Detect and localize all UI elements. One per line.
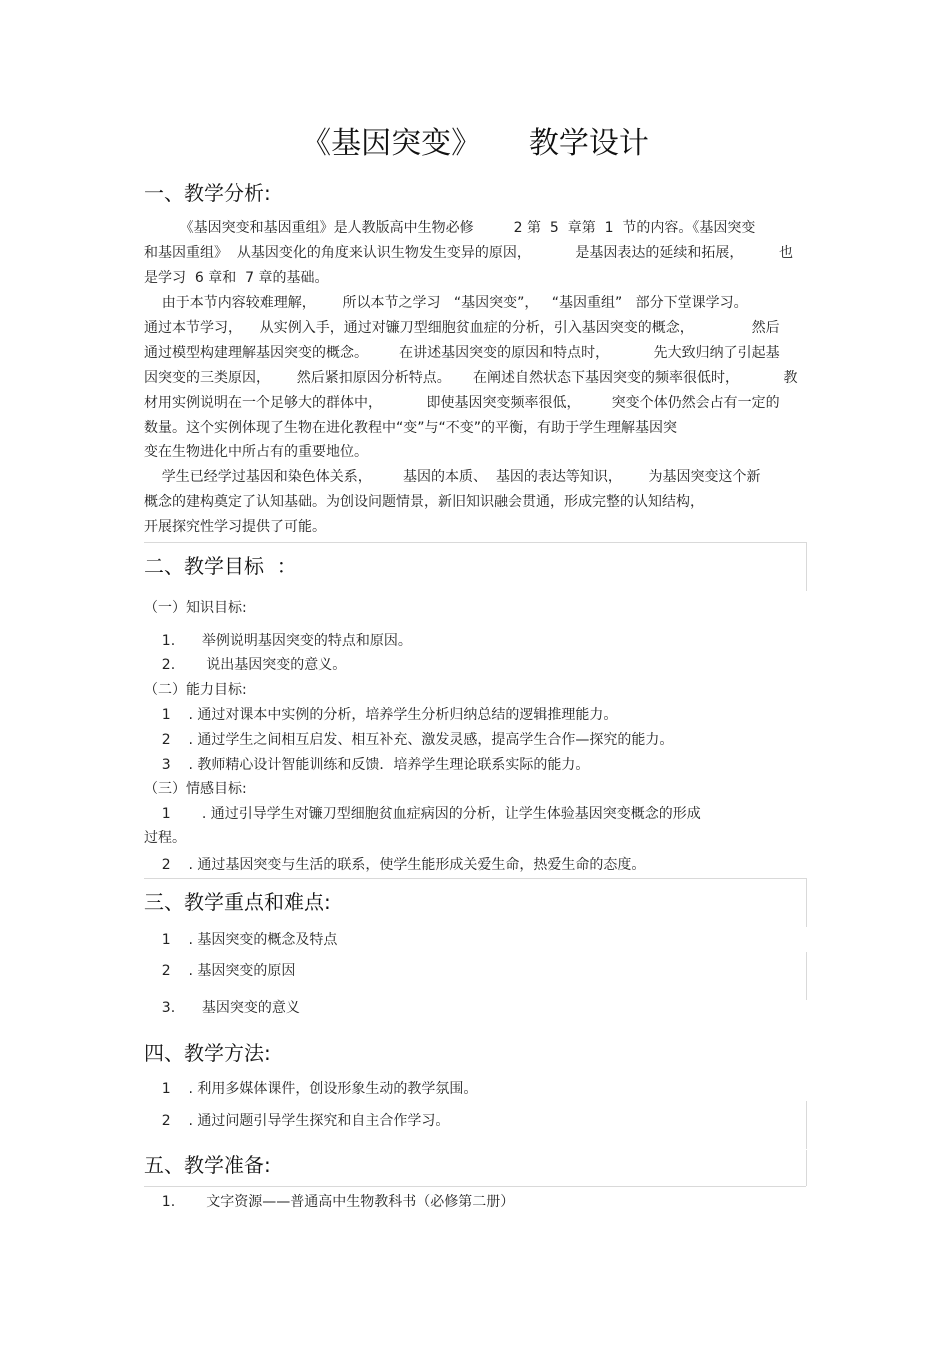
- paragraph-line: 是学习 6 章和 7 章的基础。: [144, 270, 329, 286]
- right-rule: [806, 1101, 807, 1149]
- list-item: 2 . 通过问题引导学生探究和自主合作学习。: [144, 1113, 450, 1129]
- paragraph-line: 数量。这个实例体现了生物在进化教程中“变”与“不变”的平衡，有助于学生理解基因突: [144, 420, 678, 436]
- paragraph-line: 由于本节内容较难理解， 所以本节之学习 “基因突变”， “基因重组” 部分下堂课学习。: [144, 295, 748, 311]
- list-item: 1 . 通过引导学生对镰刀型细胞贫血症病因的分析，让学生体验基因突变概念的形成: [144, 806, 701, 822]
- paragraph-line: 《基因突变和基因重组》是人教版高中生物必修 2 第 5 章第 1 节的内容。《基因突变: [144, 220, 756, 236]
- list-item: 1 . 通过对课本中实例的分析，培养学生分析归纳总结的逻辑推理能力。: [144, 707, 618, 723]
- subsection-label-emotion: （三）情感目标:: [144, 781, 247, 797]
- list-item: 2 . 通过基因突变与生活的联系，使学生能形成关爱生命，热爱生命的态度。: [144, 857, 646, 873]
- list-item: 2 . 通过学生之间相互启发、相互补充、激发灵感，提高学生合作—探究的能力。: [144, 732, 674, 748]
- list-item: 2. 说出基因突变的意义。: [144, 657, 347, 673]
- right-rule: [806, 952, 807, 1000]
- section-heading-preparation: 五、教学准备:: [144, 1153, 271, 1177]
- paragraph-line: 通过模型构建理解基因突变的概念。 在讲述基因突变的原因和特点时， 先大致归纳了引起基: [144, 345, 780, 361]
- list-item: 2 . 基因突变的原因: [144, 963, 296, 979]
- list-item: 过程。: [144, 830, 186, 846]
- section-heading-analysis: 一、教学分析:: [144, 181, 271, 205]
- subsection-label-knowledge: （一）知识目标:: [144, 600, 247, 616]
- section-heading-goals: 二、教学目标 ：: [144, 554, 297, 578]
- section-heading-methods: 四、教学方法:: [144, 1041, 271, 1065]
- paragraph-line: 和基因重组》 从基因变化的角度来认识生物发生变异的原因， 是基因表达的延续和拓展， 也: [144, 245, 794, 261]
- list-item: 1 . 利用多媒体课件，创设形象生动的教学氛围。: [144, 1081, 478, 1097]
- paragraph-line: 材用实例说明在一个足够大的群体中， 即使基因突变频率很低， 突变个体仍然会占有一定的: [144, 395, 780, 411]
- document-title: 《基因突变》 教学设计: [301, 126, 649, 161]
- paragraph-line: 变在生物进化中所占有的重要地位。: [144, 444, 368, 460]
- list-item: 1. 举例说明基因突变的特点和原因。: [144, 633, 412, 649]
- section-heading-key-points: 三、教学重点和难点:: [144, 890, 331, 914]
- paragraph-line: 概念的建构奠定了认知基础。为创设问题情景，新旧知识融会贯通，形成完整的认知结构，: [144, 494, 704, 510]
- subsection-label-ability: （二）能力目标:: [144, 682, 247, 698]
- list-item: 3 . 教师精心设计智能训练和反馈．培养学生理论联系实际的能力。: [144, 757, 590, 773]
- paragraph-line: 通过本节学习， 从实例入手，通过对镰刀型细胞贫血症的分析，引入基因突变的概念， 然后: [144, 320, 780, 336]
- paragraph-line: 学生已经学过基因和染色体关系， 基因的本质、 基因的表达等知识， 为基因突变这个新: [144, 469, 761, 485]
- list-item: 1. 文字资源——普通高中生物教科书（必修第二册）: [144, 1194, 515, 1210]
- right-rule: [806, 1150, 807, 1186]
- list-item: 1 . 基因突变的概念及特点: [144, 932, 338, 948]
- paragraph-line: 因突变的三类原因， 然后紧扣原因分析特点。 在阐述自然状态下基因突变的频率很低时， 教: [144, 370, 798, 386]
- paragraph-line: 开展探究性学习提供了可能。: [144, 519, 326, 535]
- section-rule: [144, 1186, 806, 1187]
- list-item: 3. 基因突变的意义: [144, 1000, 300, 1016]
